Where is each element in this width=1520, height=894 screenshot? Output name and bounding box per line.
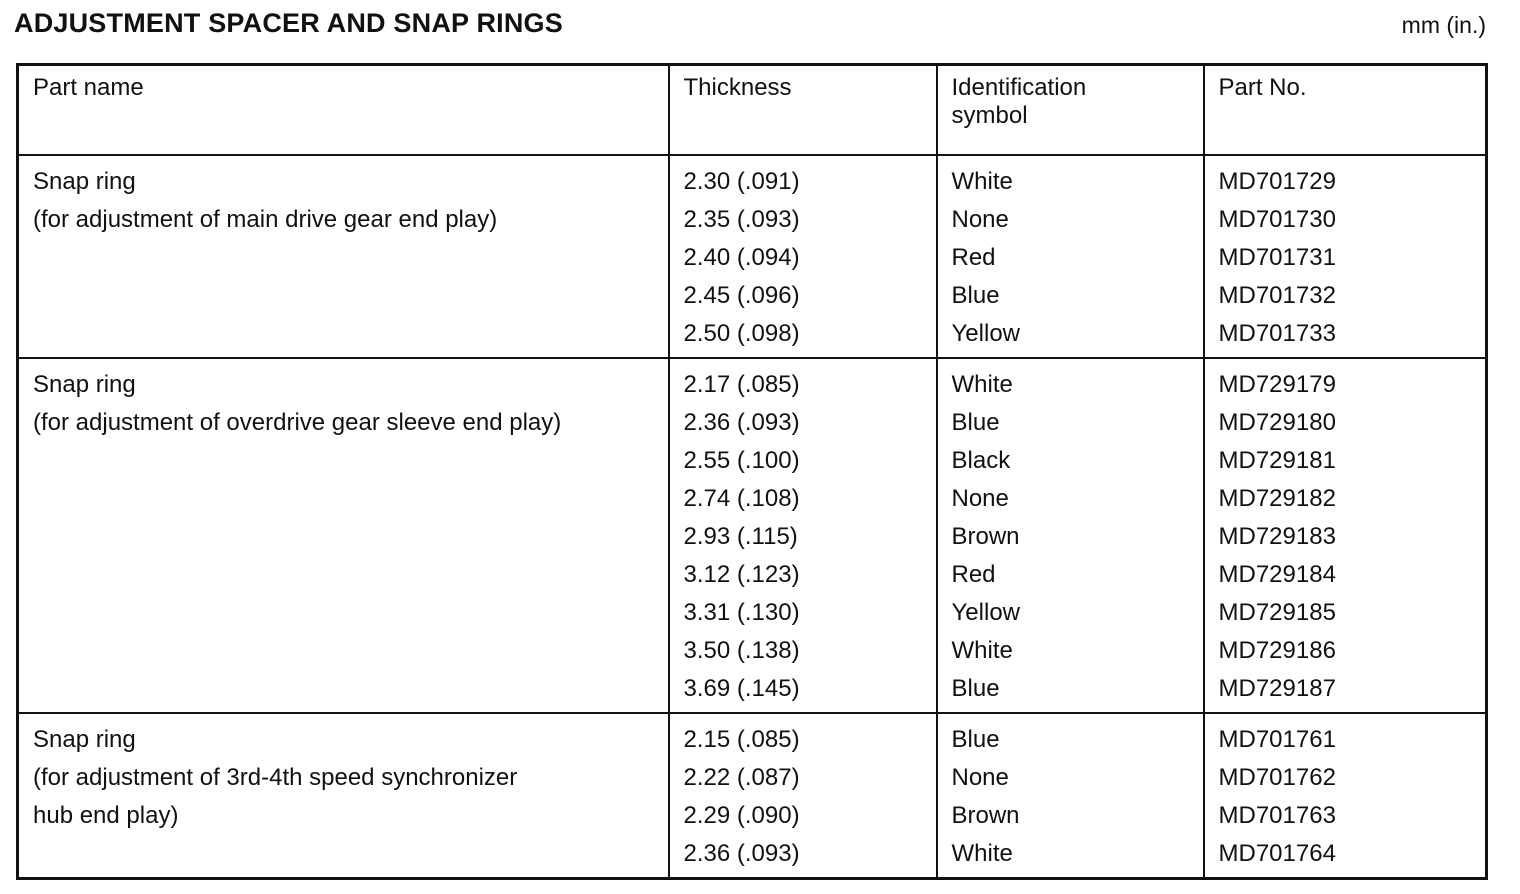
thickness-value: 2.22 (.087) (683, 764, 800, 791)
symbol-value: White (951, 637, 1013, 664)
thickness-cell (669, 155, 937, 358)
symbol-value: Yellow (951, 599, 1020, 626)
thickness-value: 3.50 (.138) (683, 637, 800, 664)
table-row (18, 713, 1487, 879)
thickness-value: 2.74 (.108) (683, 485, 800, 512)
part-name-cell (18, 713, 669, 879)
thickness-value: 2.30 (.091) (683, 168, 800, 195)
thickness-value: 2.40 (.094) (683, 244, 800, 271)
units-label: mm (in.) (1401, 12, 1486, 38)
symbol-value: Brown (951, 523, 1020, 550)
thickness-cell (669, 358, 937, 713)
snap-ring-table (16, 63, 1488, 880)
part-name-line: (for adjustment of 3rd-4th speed synchronizer (33, 764, 518, 791)
part-no-value: MD729181 (1218, 447, 1336, 474)
part-no-value: MD729182 (1218, 485, 1336, 512)
symbol-value: None (951, 764, 1009, 791)
identification-symbol-label: Identification symbol (951, 74, 1087, 129)
part-name-line: (for adjustment of main drive gear end play) (33, 206, 498, 233)
symbol-value: Blue (951, 726, 1000, 753)
thickness-cell (669, 713, 937, 879)
symbol-value: White (951, 840, 1013, 867)
thickness-value: 2.29 (.090) (683, 802, 800, 829)
symbol-value: Blue (951, 409, 1000, 436)
thickness-value: 3.31 (.130) (683, 599, 800, 626)
symbol-value: Black (951, 447, 1011, 474)
symbol-value: Brown (951, 802, 1020, 829)
part-no-value: MD729179 (1218, 371, 1336, 398)
part-no-value: MD729186 (1218, 637, 1336, 664)
part-no-value: MD729180 (1218, 409, 1336, 436)
part-name-cell (18, 358, 669, 713)
part-no-value: MD701761 (1218, 726, 1336, 753)
thickness-value: 2.17 (.085) (683, 371, 800, 398)
symbol-value: Yellow (951, 320, 1020, 347)
column-header-part-no: Part No. (1204, 65, 1487, 156)
part-no-value: MD729183 (1218, 523, 1336, 550)
thickness-value: 2.45 (.096) (683, 282, 800, 309)
thickness-value: 2.35 (.093) (683, 206, 800, 233)
part-no-value: MD701764 (1218, 840, 1336, 867)
column-header-part-name: Part name (18, 65, 669, 156)
symbol-value: Red (951, 244, 996, 271)
symbol-value: White (951, 168, 1013, 195)
part-no-cell (1204, 358, 1487, 713)
table-row (18, 358, 1487, 713)
part-no-cell (1204, 713, 1487, 879)
thickness-value: 2.36 (.093) (683, 409, 800, 436)
thickness-value: 2.50 (.098) (683, 320, 800, 347)
symbol-cell (937, 155, 1204, 358)
group-synchronizer-hub (18, 713, 1487, 879)
part-name-line: (for adjustment of overdrive gear sleeve end play) (33, 409, 562, 436)
group-main-drive-gear (18, 155, 1487, 358)
symbol-cell (937, 358, 1204, 713)
part-name-cell (18, 155, 669, 358)
part-name-line: Snap ring (33, 726, 136, 753)
table-row (18, 155, 1487, 358)
symbol-value: Blue (951, 675, 1000, 702)
thickness-value: 3.12 (.123) (683, 561, 800, 588)
thickness-value: 3.69 (.145) (683, 675, 800, 702)
thickness-value: 2.15 (.085) (683, 726, 800, 753)
table-header (18, 65, 1487, 156)
part-no-value: MD701732 (1218, 282, 1336, 309)
column-header-thickness: Thickness (669, 65, 937, 156)
column-header-identification-symbol (937, 65, 1204, 156)
symbol-value: Blue (951, 282, 1000, 309)
symbol-value: None (951, 485, 1009, 512)
symbol-value: Red (951, 561, 996, 588)
part-no-value: MD701730 (1218, 206, 1336, 233)
part-no-value: MD701763 (1218, 802, 1336, 829)
symbol-cell (937, 713, 1204, 879)
part-name-line: hub end play) (33, 802, 179, 829)
thickness-value: 2.93 (.115) (683, 523, 798, 550)
part-no-value: MD701731 (1218, 244, 1336, 271)
symbol-value: None (951, 206, 1009, 233)
header-row (18, 65, 1487, 156)
part-no-value: MD701729 (1218, 168, 1336, 195)
page-title: ADJUSTMENT SPACER AND SNAP RINGS (14, 8, 563, 38)
thickness-value: 2.36 (.093) (683, 840, 800, 867)
part-no-value: MD729184 (1218, 561, 1336, 588)
group-overdrive-gear-sleeve (18, 358, 1487, 713)
part-name-line: Snap ring (33, 168, 136, 195)
part-no-value: MD701762 (1218, 764, 1336, 791)
part-no-value: MD701733 (1218, 320, 1336, 347)
part-no-cell (1204, 155, 1487, 358)
part-no-value: MD729187 (1218, 675, 1336, 702)
thickness-value: 2.55 (.100) (683, 447, 800, 474)
part-name-line: Snap ring (33, 371, 136, 398)
part-no-value: MD729185 (1218, 599, 1336, 626)
symbol-value: White (951, 371, 1013, 398)
